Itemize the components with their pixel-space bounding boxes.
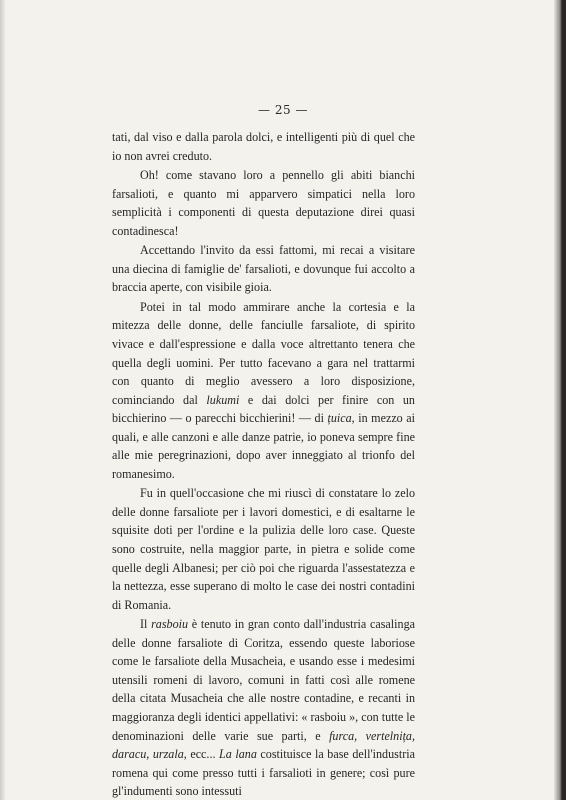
- paragraph: [112, 484, 415, 614]
- text-run: costituisce la base dell'industria romena qui come presso tutti i farsalioti in genere; così pure gl'indumenti sono intessuti: [112, 747, 415, 799]
- page-right-edge: [554, 0, 566, 800]
- italic-term: La lana: [219, 747, 257, 762]
- paragraph: [112, 241, 415, 297]
- text-run: è tenuto in gran conto dall'industria casalinga delle donne farsaliote di Coritza, essendo queste laboriose come le farsaliote della Musacheia, e usando esse i medesimi utensili romeni di lavoro, comuni in fatti così alle romene della citata Musacheia che alle nostre contadine, e recanti in maggioranza degli identici appellativi: « rasboiu », con tutte le denominazioni delle varie sue parti, e: [112, 617, 415, 743]
- page-number: — 25 —: [258, 103, 308, 117]
- text-run: Il: [140, 617, 152, 632]
- paragraph: [112, 615, 415, 800]
- text-run: tati, dal viso e dalla parola dolci, e intelligenti più di quel che io non avrei creduto.: [112, 130, 415, 163]
- paragraph: [112, 298, 415, 483]
- paragraph: [112, 128, 415, 165]
- text-run: , in mezzo ai quali, e alle canzoni e alle danze patrie, io poneva sempre fine alle mie peregrinazioni, dopo aver inneggiato al trionfo del romanesimo.: [112, 411, 415, 481]
- italic-term: rasboiu: [151, 617, 189, 632]
- page-left-edge: [0, 0, 6, 800]
- text-run: Oh! come stavano loro a pennello gli abiti bianchi farsalioti, e quanto mi apparvero simpatici nella loro semplicità i componenti di questa deputazione direi quasi contadinesca!: [112, 168, 415, 238]
- text-run: Fu in quell'occasione che mi riuscì di constatare lo zelo delle donne farsaliote per i lavori domestici, e di esaltarne le squisite doti per l'ordine e la pulizia delle loro case. Queste sono costruite, nella maggior parte, in pietra e solide come quelle degli Albanesi; per ciò poi che riguarda l'assestatezza e la nettezza, esse superano di molto le case dei nostri contadini di Romania.: [112, 486, 415, 612]
- text-run: Potei in tal modo ammirare anche la cortesia e la mitezza delle donne, delle fanciulle farsaliote, di spirito vivace e dall'espressione e dalla voce altrettanto tenera che quella degli uomini. Per tutto facevano a gara nel trattarmi con quanto di meglio avessero a loro disposizione, cominciando dal: [112, 299, 415, 407]
- italic-term: furca, vertelnița, daracu, urzala: [112, 728, 416, 762]
- text-run: , ecc...: [183, 747, 220, 762]
- italic-term: țuica: [327, 411, 352, 426]
- text-run: e dai dolci per finire con un bicchierino — o parecchi bicchierini! — di: [112, 392, 415, 426]
- italic-term: lukumi: [206, 392, 240, 407]
- text-run: Accettando l'invito da essi fattomi, mi recai a visitare una diecina di famiglie de' farsalioti, e dovunque fui accolto a braccia aperte, con visibile gioia.: [112, 243, 415, 295]
- body-text: [112, 128, 415, 800]
- paragraph: [112, 166, 415, 240]
